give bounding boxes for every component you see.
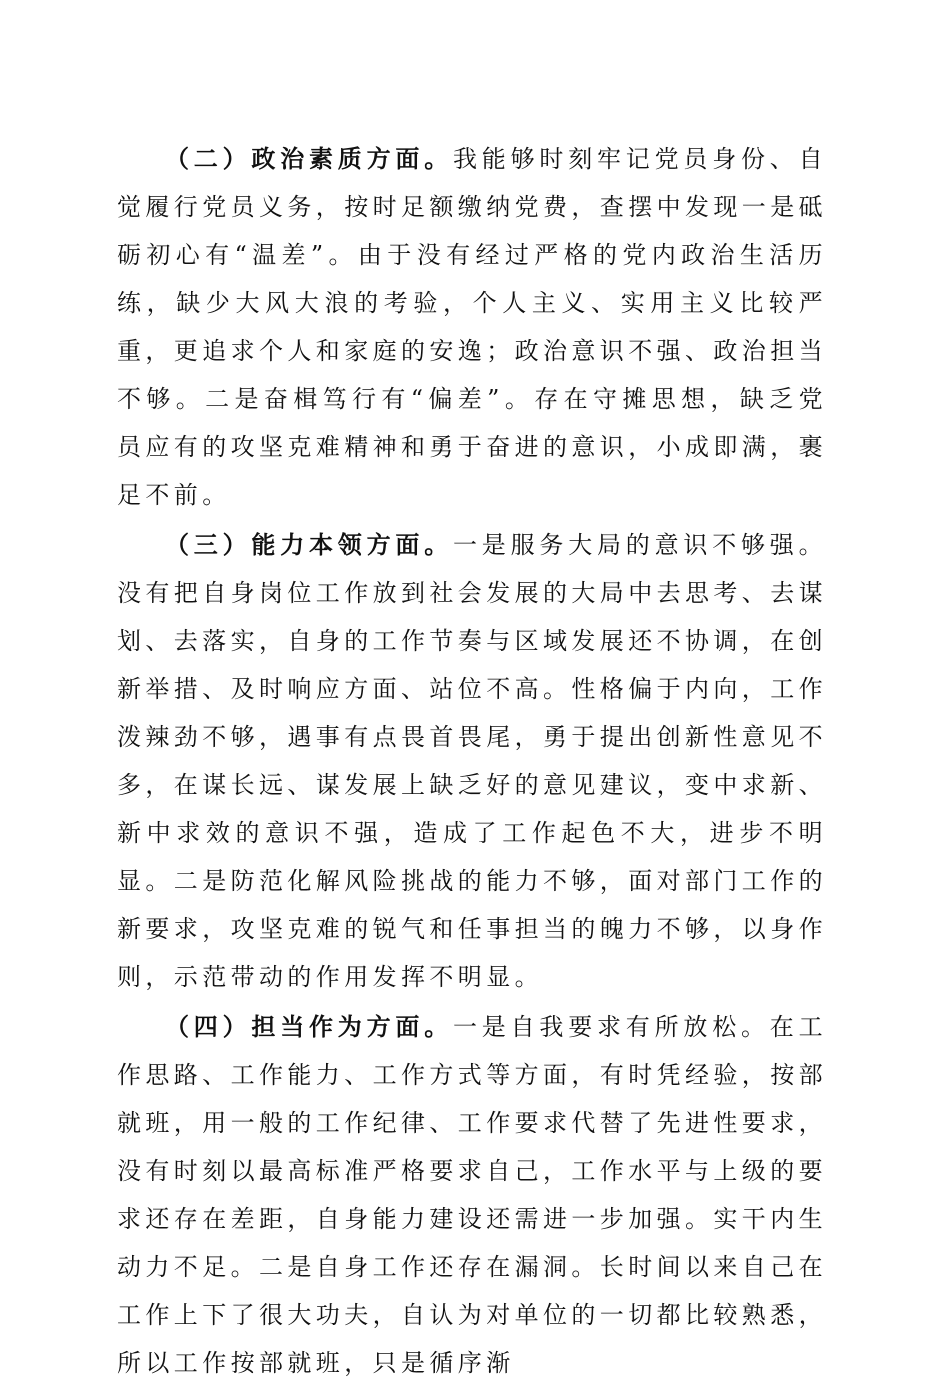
paragraph-heading: （四）担当作为方面。 <box>165 1012 453 1041</box>
paragraph-text: 一是自我要求有所放松。在工作思路、工作能力、工作方式等方面，有时凭经验，按部就班，用一般的工作纪律、工作要求代替了先进性要求，没有时刻以最高标准严格要求自己，工作水平与上级的要求还存在差距，自身能力建设还需进一步加强。实干内生动力不足。二是自身工作还存在漏洞。长时间以来自己在工作上下了很大功夫，自认为对单位的一切都比较熟悉，所以工作按部就班，只是循序渐 <box>117 1013 827 1377</box>
paragraph-ability <box>117 521 827 1001</box>
paragraph-heading: （三）能力本领方面。 <box>165 530 453 559</box>
paragraph-responsibility <box>117 1003 827 1387</box>
paragraph-heading: （二）政治素质方面。 <box>165 144 453 173</box>
paragraph-political-quality <box>117 135 827 519</box>
document-body <box>117 135 827 1389</box>
paragraph-text: 一是服务大局的意识不够强。没有把自身岗位工作放到社会发展的大局中去思考、去谋划、去落实，自身的工作节奏与区域发展还不协调，在创新举措、及时响应方面、站位不高。性格偏于内向，工作泼辣劲不够，遇事有点畏首畏尾，勇于提出创新性意见不多，在谋长远、谋发展上缺乏好的意见建议，变中求新、新中求效的意识不强，造成了工作起色不大，进步不明显。二是防范化解风险挑战的能力不够，面对部门工作的新要求，攻坚克难的锐气和任事担当的魄力不够，以身作则，示范带动的作用发挥不明显。 <box>117 531 827 991</box>
paragraph-text: 我能够时刻牢记党员身份、自觉履行党员义务，按时足额缴纳党费，查摆中发现一是砥砺初心有“温差”。由于没有经过严格的党内政治生活历练，缺少大风大浪的考验，个人主义、实用主义比较严重，更追求个人和家庭的安逸；政治意识不强、政治担当不够。二是奋楫笃行有“偏差”。存在守摊思想，缺乏党员应有的攻坚克难精神和勇于奋进的意识，小成即满，裹足不前。 <box>117 145 827 509</box>
